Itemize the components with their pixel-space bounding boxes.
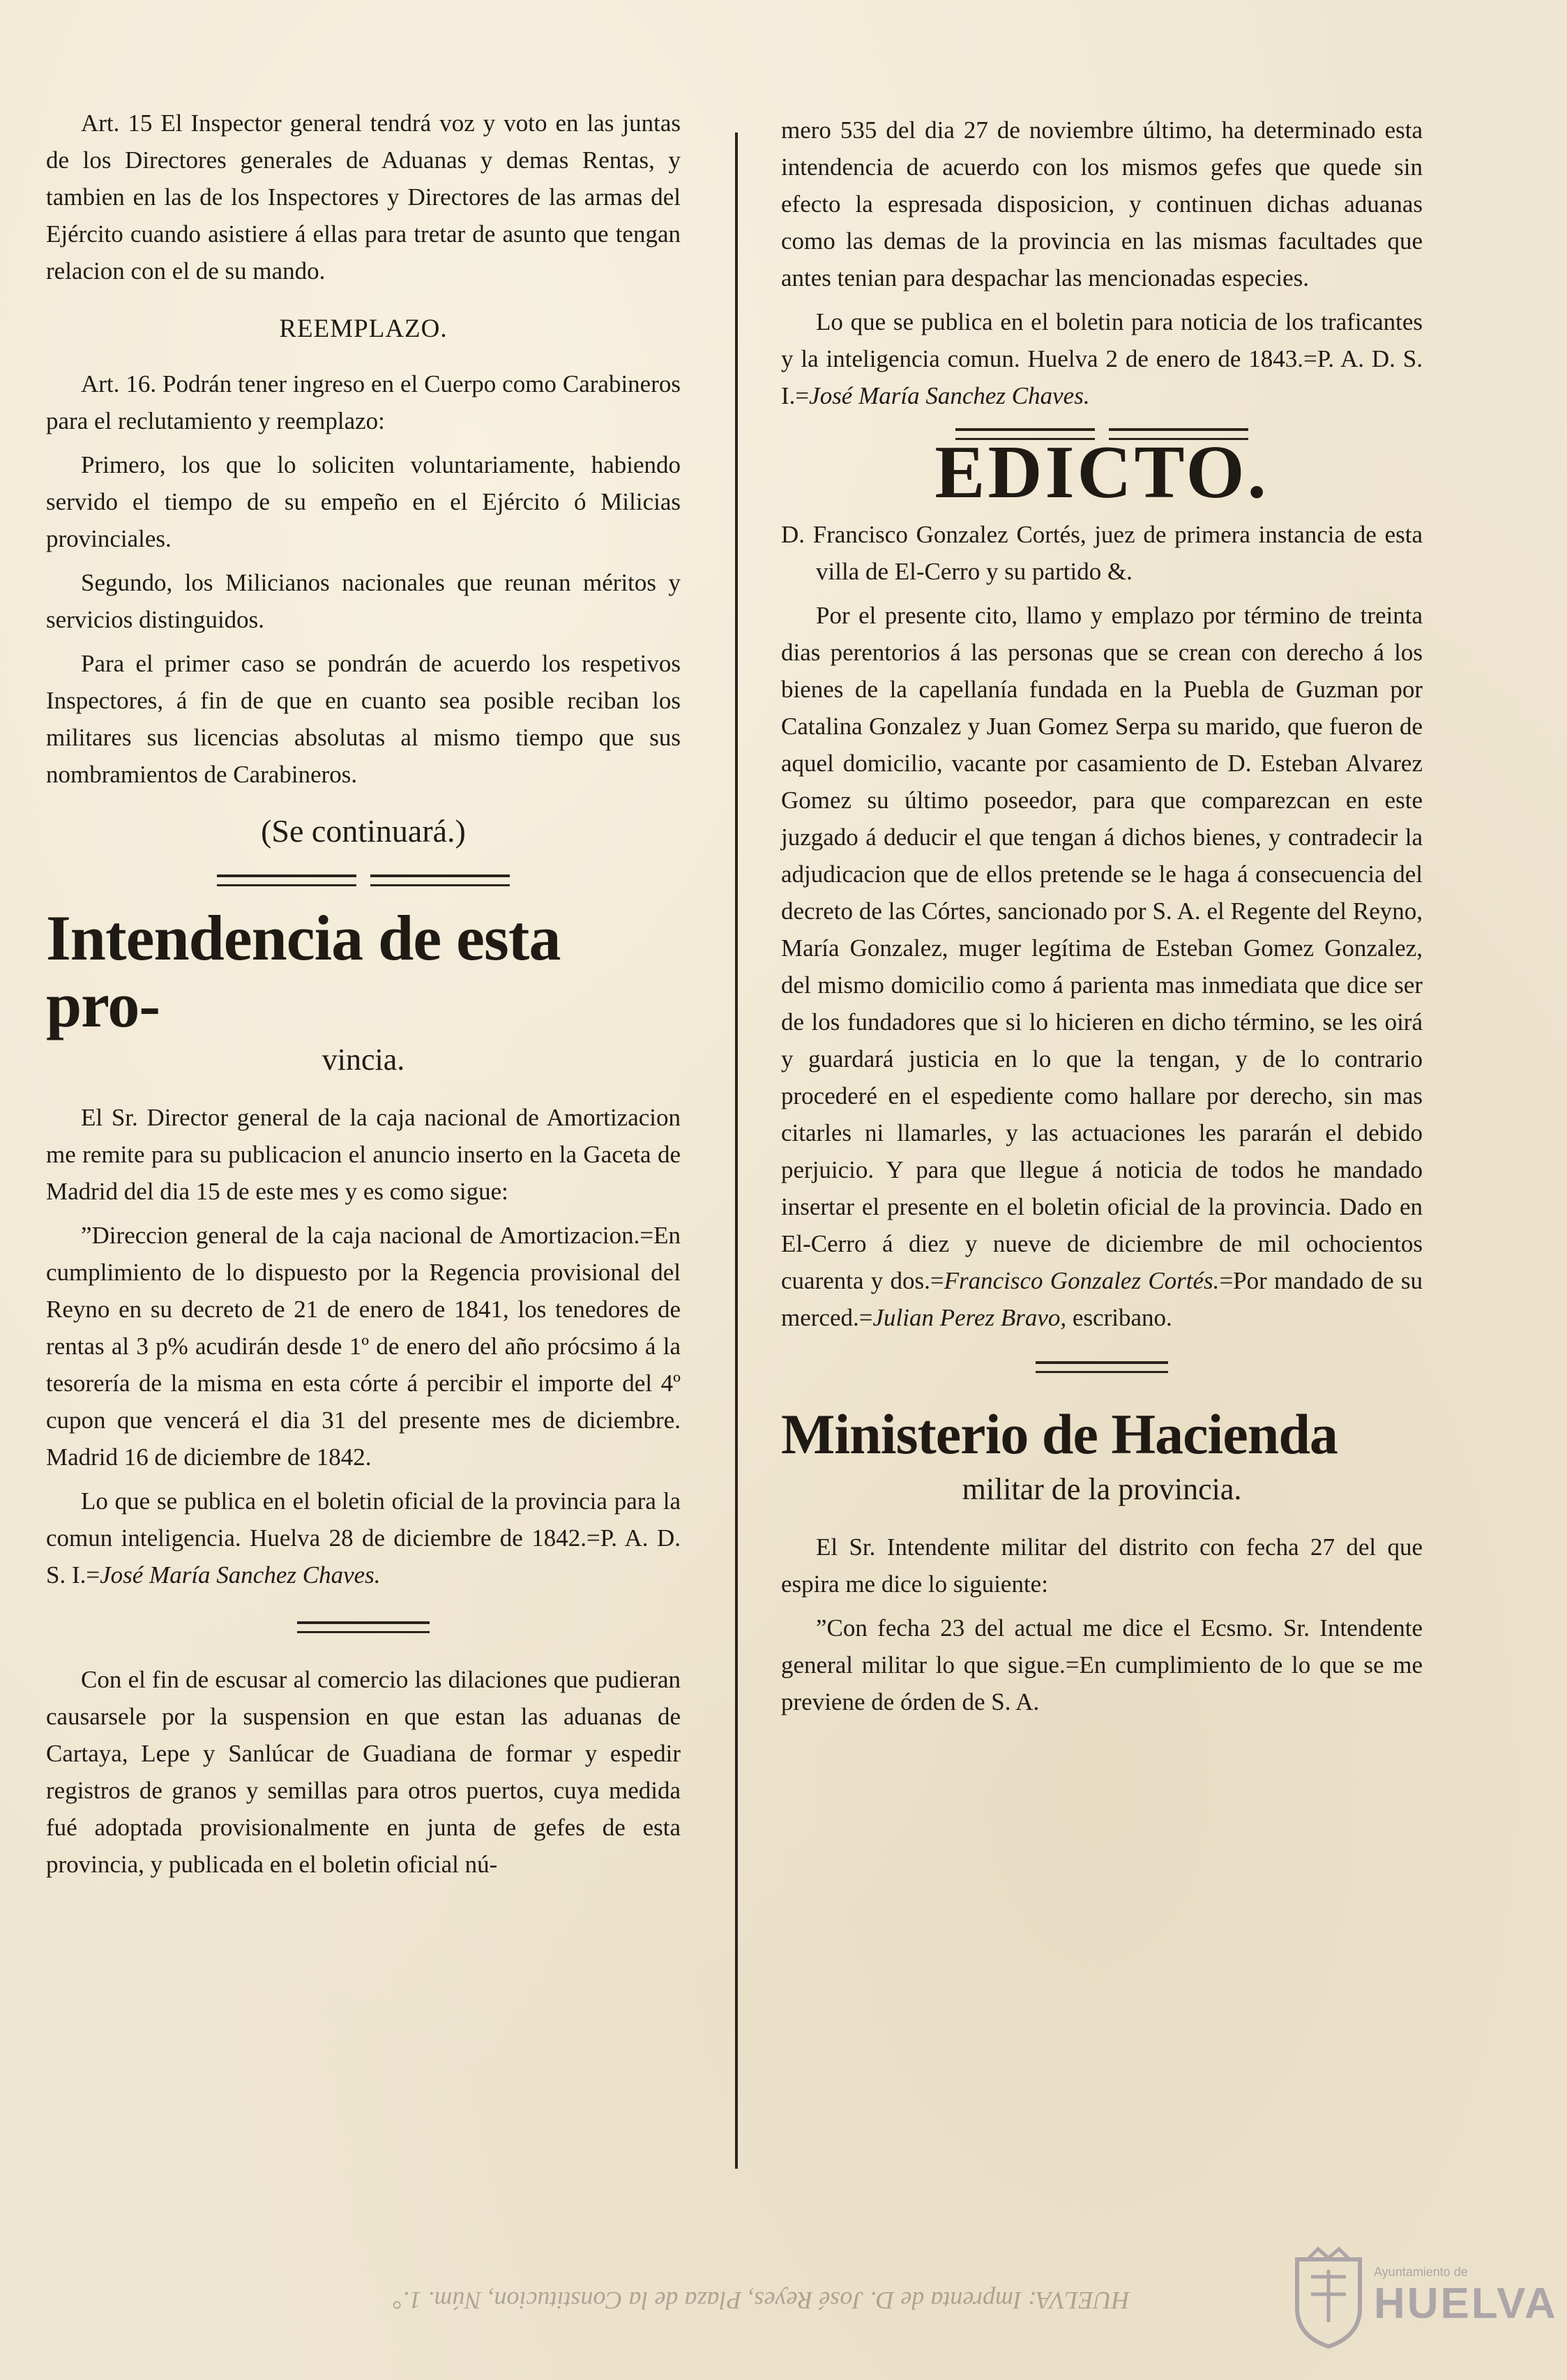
column-divider xyxy=(735,132,738,2169)
intendencia-closing: Lo que se publica en el boletin oficial de la provincia para la comun inteligencia. Huelva 28 de diciembre de 1842.=P. A. D. S. I.= xyxy=(46,1487,681,1589)
aduanas-signature: José María Sanchez Chaves. xyxy=(809,382,1090,409)
intendencia-signature: José María Sanchez Chaves. xyxy=(100,1561,381,1589)
art15-paragraph: Art. 15 El Inspector general tendrá voz y voto en las juntas de los Directores generales de Aduanas y demas Rentas, y tambien en las de los Inspectores y Directores de las armas del Ejército cuando asistiere á ellas para tretar de asunto que tengan relacion con el de su mando. xyxy=(46,109,681,285)
aduanas-closing xyxy=(781,303,1423,414)
section-rule-2 xyxy=(46,1621,681,1633)
right-column xyxy=(781,112,1423,1727)
printer-imprint: HUELVA: Imprenta de D. José Reyes, Plaza de la Constitucion, Núm. 1.° xyxy=(393,2287,1130,2314)
art16-caso: Para el primer caso se pondrán de acuerdo los respetivos Inspectores, á fin de que en cuanto sea posible reciban los militares sus licencias absolutas al mismo tiempo que sus nombramientos de Carabineros. xyxy=(46,650,681,788)
edicto-end: escribano. xyxy=(1066,1304,1172,1331)
aduanas-closing-text: Lo que se publica en el boletin para noticia de los traficantes y la inteligencia comun. Huelva 2 de enero de 1843.=P. A. D. S. I.= xyxy=(781,308,1423,409)
intendencia-paragraph-2: ”Direccion general de la caja nacional de Amortizacion.=En cumplimiento de lo dispuesto por la Regencia provisional del Reyno en su decreto de 21 de enero de 1841, los tenedores de rentas al 3 p% acudirán desde 1º de enero del año prócsimo á la tesorería de la misma en esta córte á percibir el importe del 4º cupon que vencerá el dia 31 del presente mes de diciembre. Madrid 16 de diciembre de 1842. xyxy=(46,1222,681,1471)
intendencia-title: Intendencia de esta pro- xyxy=(46,902,561,1040)
huelva-logo xyxy=(1290,2245,1558,2364)
reemplazo-heading: REEMPLAZO. xyxy=(279,314,448,343)
edicto-title: EDICTO. xyxy=(934,431,1269,514)
intendencia-paragraph-3 xyxy=(46,1483,681,1593)
ministerio-paragraph-1: El Sr. Intendente militar del distrito con fecha 27 del que espira me dice lo siguiente: xyxy=(781,1533,1423,1598)
aduanas-paragraph: Con el fin de escusar al comercio las dilaciones que pudieran causarsele por la suspension en que estan las aduanas de Cartaya, Lepe y Sanlúcar de Guadiana de formar y espedir registros de granos y semillas para otros puertos, cuya medida fué adoptada provisionalmente en junta de gefes de esta provincia, y publicada en el boletin oficial nú- xyxy=(46,1666,681,1878)
edicto-judge: D. Francisco Gonzalez Cortés, juez de primera instancia de esta villa de El-Cerro y su partido &. xyxy=(781,521,1423,585)
edicto-mandate: =Por mandado de su merced.= xyxy=(781,1267,1423,1331)
left-column xyxy=(46,105,681,1890)
edicto-body xyxy=(781,597,1423,1336)
intendencia-paragraph-1: El Sr. Director general de la caja nacional de Amortizacion me remite para su publicacion el anuncio inserto en la Gaceta de Madrid del dia 15 de este mes y es como sigue: xyxy=(46,1104,681,1205)
art16-primero: Primero, los que lo soliciten voluntariamente, habiendo servido el tiempo de su empeño en el Ejército ó Milicias provinciales. xyxy=(46,451,681,552)
edicto-body-text: Por el presente cito, llamo y emplazo por término de treinta dias perentorios á las personas que se crean con derecho á los bienes de la capellanía fundada en la Puebla de Guzman por Catalina Gonzalez y Juan Gomez Serpa su marido, que fueron de aquel domicilio, vacante por casamiento de D. Esteban Alvarez Gomez su último poseedor, para que comparezcan en este juzgado á deducir el que tengan á dichos bienes, y contradecir la adjudicacion que de ellos pretende se le haga á consecuencia del decreto de las Córtes, sancionado por S. A. el Regente del Reyno, María Gonzalez, muger legítima de Esteban Gomez Gonzalez, del mismo domicilio como á parienta mas inmediata que dice ser de los fundadores que si lo hicieren en dicho término, se les oirá y guardará justicia en lo que la tengan, y de lo contrario procederé en el espediente como hallare por derecho, sin mas citarles ni llamarles, y las actuaciones les pararán el debido perjuicio. Y para que llegue á noticia de todos he mandado insertar el presente en el boletin oficial de la provincia. Dado en El-Cerro á diez y nueve de diciembre de mil ochocientos cuarenta y dos.= xyxy=(781,602,1423,1294)
continuara-note: (Se continuará.) xyxy=(261,813,466,849)
section-rule-4 xyxy=(781,1361,1423,1373)
art16-segundo: Segundo, los Milicianos nacionales que reunan méritos y servicios distinguidos. xyxy=(46,569,681,633)
edicto-signature-clerk: Julian Perez Bravo, xyxy=(872,1304,1067,1331)
logo-big-text: HUELVA xyxy=(1374,2280,1558,2328)
edicto-signature-judge: Francisco Gonzalez Cortés. xyxy=(944,1267,1220,1294)
ministerio-subtitle: militar de la provincia. xyxy=(962,1472,1242,1506)
intendencia-subtitle: vincia. xyxy=(321,1043,405,1077)
ministerio-paragraph-2: ”Con fecha 23 del actual me dice el Ecsmo. Sr. Intendente general militar lo que sigue.=En cumplimiento de lo que se me previene de órden de S. A. xyxy=(781,1614,1423,1715)
aduanas-paragraph-cont: mero 535 del dia 27 de noviembre último, ha determinado esta intendencia de acuerdo con los mismos gefes que quede sin efecto la espresada disposicion, y continuen dichas aduanas como las demas de la provincia en las mismas facultades que antes tenian para despachar las mencionadas especies. xyxy=(781,116,1423,291)
art16-paragraph: Art. 16. Podrán tener ingreso en el Cuerpo como Carabineros para el reclutamiento y reemplazo: xyxy=(46,370,681,434)
shield-icon xyxy=(1290,2245,1367,2350)
section-rule xyxy=(46,874,681,886)
logo-small-text: Ayuntamiento de xyxy=(1374,2265,1468,2279)
ministerio-title: Ministerio de Hacienda xyxy=(781,1402,1338,1466)
